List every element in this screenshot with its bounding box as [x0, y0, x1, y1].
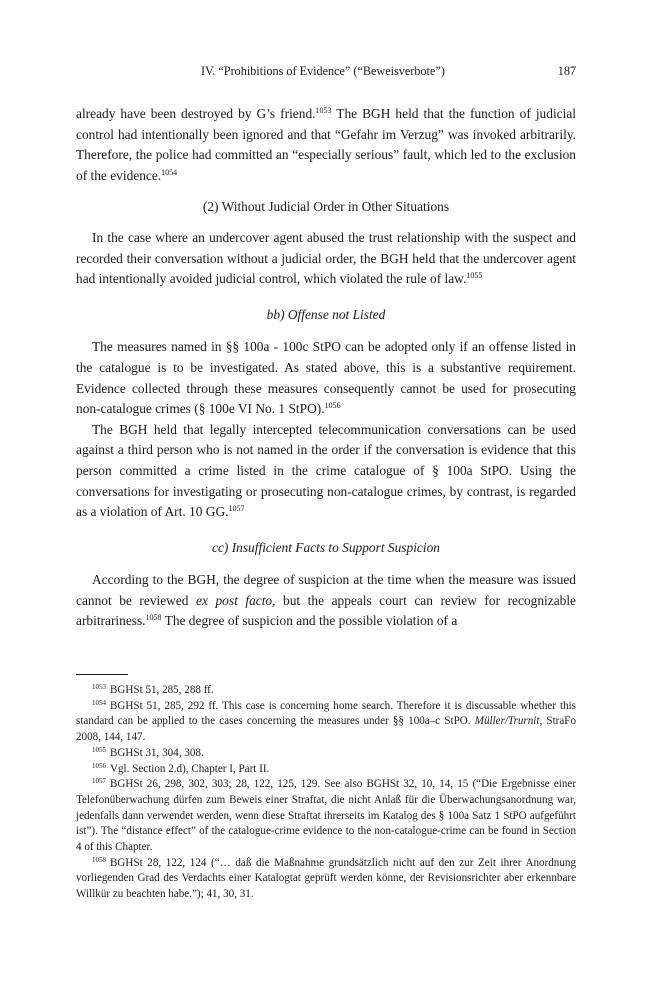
section-heading: (2) Without Judicial Order in Other Situations: [202, 199, 450, 215]
footnote-number: 1053: [92, 683, 106, 691]
footnote-number: 1058: [92, 855, 106, 864]
footnote-ref[interactable]: 1058: [145, 613, 162, 623]
text-run: already have been destroyed by G’s friend.: [76, 106, 316, 121]
footnote-text: BGHSt 31, 304, 308.: [110, 746, 204, 759]
text-run: The BGH held that the function of judicial control had intentionally been ignored and that “Gefahr im Verzug” was invoked arbitrarily. Therefore, the police had committed an “especially serious” fault, which led to the exclusion of the evidence.: [76, 106, 576, 183]
footnote-number: 1057: [92, 777, 106, 786]
footnote-text: , StraFo 2008, 144, 147.: [76, 715, 576, 744]
text-run: The BGH held that legally intercepted telecommunication conversations can be used against a third person who is not named in the order if the conversation is evidence that this person committed a crime listed in the crime catalogue of § 100a StPO. Using the conversations for investigating or prosecuting non-catalogue crimes, by contrast, is regarded as a violation of Art. 10 GG.: [76, 421, 576, 520]
section-heading: bb) Offense not Listed: [266, 306, 386, 322]
footnote: [76, 683, 576, 699]
paragraph: [76, 104, 576, 186]
footnote-ref[interactable]: 1057: [228, 504, 245, 514]
footnote: [76, 762, 576, 778]
footnote-text: BGHSt 51, 285, 292 ff. This case is concerning home search. Therefore it is discussable whether this standard can be applied to the cases concerning the measures under §§ 100a–c StPO.: [76, 699, 576, 728]
page-number: 187: [557, 64, 576, 78]
text-run: In the case where an undercover agent abused the trust relationship with the suspect and recorded their conversation without a judicial order, the BGH held that the undercover agent had intentionally avoided judicial control, which violated the rule of law.: [76, 229, 576, 287]
footnote-text: Vgl. Section 2.d), Chapter I, Part II.: [110, 762, 270, 775]
footnote-ref[interactable]: 1053: [315, 106, 332, 115]
footnote-author: Müller/Trurnit: [474, 715, 540, 728]
footnote-text: BGHSt 26, 298, 302, 303; 28, 122, 125, 129. See also BGHSt 32, 10, 14, 15 (“Die Ergebnisse einer Telefonüberwachung dürfen zum Beweis einer Straftat, die nicht Anlaß für die Überwachungsanordnung war, jedenfalls dann verwendet werden, wenn diese Straftat ihrerseits im Katalog des § 100a Satz 1 StPO aufgeführt ist”). The “distance effect” of the catalogue-crime evidence to the non-catalogue-crime can be found in Section 4 of this Chapter.: [76, 778, 576, 854]
section-heading: cc) Insufficient Facts to Support Suspicion: [212, 539, 440, 555]
footnote-number: 1055: [92, 745, 106, 754]
paragraph: [76, 420, 576, 523]
running-title: IV. “Prohibitions of Evidence” (“Beweisverbote”): [201, 64, 445, 78]
footnote: [76, 746, 576, 762]
footnotes: [76, 683, 576, 903]
footnote-rule: [76, 674, 128, 675]
text-run: According to the BGH, the degree of suspicion at the time when the measure was issued cannot be reviewed: [76, 572, 576, 608]
footnote-ref[interactable]: 1056: [324, 401, 341, 411]
footnote-text: BGHSt 51, 285, 288 ff.: [110, 684, 214, 696]
paragraph: [76, 228, 576, 290]
paragraph: [76, 337, 576, 419]
emphasis: ex post facto: [196, 592, 273, 608]
footnote: [76, 856, 576, 903]
footnote: [76, 777, 576, 856]
footnote-number: 1054: [92, 698, 106, 707]
text-run: , but the appeals court can review for recognizable arbitrariness.: [76, 592, 576, 629]
footnote-ref[interactable]: 1054: [161, 167, 178, 177]
paragraph: [76, 570, 576, 632]
footnote: [76, 699, 576, 746]
footnote-number: 1056: [92, 761, 106, 770]
body-text: [76, 104, 576, 632]
text-run: The measures named in §§ 100a - 100c StPO can be adopted only if an offense listed in the catalogue is to be investigated. As stated above, this is a substantive requirement. Evidence collected through these measures consequently cannot be used for prosecuting non-catalogue crimes (§ 100e VI No. 1 StPO).: [76, 339, 576, 417]
footnote-text: BGHSt 28, 122, 124 (“… daß die Maßnahme grundsätzlich nicht auf den zur Zeit ihrer Anordnung vorliegenden Grad des Verdachts einer Katalogtat geprüft werden könne, der Revisionsrichter aber erkennbare Willkür zu beachten habe.”); 41, 30, 31.: [76, 856, 576, 901]
text-run: The degree of suspicion and the possible violation of a: [161, 613, 458, 629]
footnote-ref[interactable]: 1055: [466, 271, 483, 281]
